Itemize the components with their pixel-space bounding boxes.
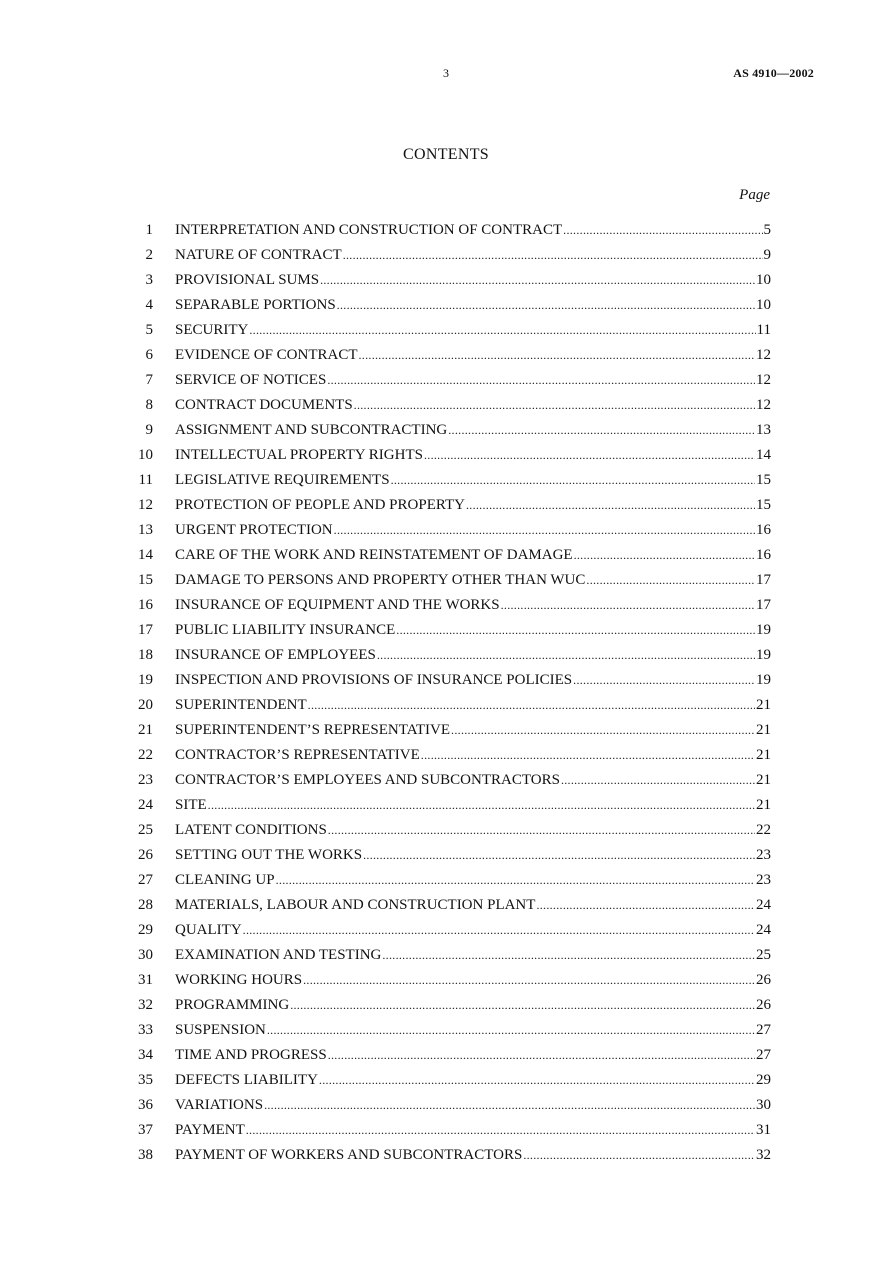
page-number: 3 [443, 66, 449, 80]
toc-page-number: 16 [756, 522, 771, 538]
toc-clause-title: DEFECTS LIABILITY [175, 1072, 318, 1088]
toc-clause-number: 35 [138, 1072, 153, 1088]
dot-leader [586, 568, 755, 593]
toc-page-number: 10 [756, 297, 771, 313]
toc-clause-title: ASSIGNMENT AND SUBCONTRACTING [175, 422, 448, 438]
toc-entry-line [175, 968, 771, 993]
toc-clause-title: PUBLIC LIABILITY INSURANCE [175, 622, 396, 638]
toc-clause-number: 17 [138, 622, 153, 638]
toc-clause-title: SETTING OUT THE WORKS [175, 847, 363, 863]
toc-clause-number: 3 [145, 272, 153, 288]
toc-clause-number: 37 [138, 1122, 153, 1138]
toc-entry-line [175, 1093, 771, 1118]
toc-page-number: 21 [756, 772, 771, 788]
dot-leader [276, 868, 755, 893]
dot-leader [574, 543, 755, 568]
toc-clause-number: 5 [145, 322, 153, 338]
table-of-contents [0, 218, 892, 1168]
toc-page-number: 12 [756, 372, 771, 388]
toc-clause-number: 8 [145, 397, 153, 413]
toc-page-number: 22 [756, 822, 771, 838]
toc-clause-number: 28 [138, 897, 153, 913]
toc-page-number: 5 [763, 222, 771, 238]
dot-leader [337, 293, 755, 318]
toc-entry-line [175, 1018, 771, 1043]
dot-leader [523, 1143, 755, 1168]
toc-entry[interactable] [0, 468, 892, 493]
toc-clause-number: 20 [138, 697, 153, 713]
toc-entry[interactable] [0, 993, 892, 1018]
toc-entry-line [175, 693, 771, 718]
toc-entry-line [175, 668, 771, 693]
toc-clause-title: INSURANCE OF EQUIPMENT AND THE WORKS [175, 597, 500, 613]
page-column-label: Page [739, 187, 770, 203]
dot-leader [327, 368, 755, 393]
toc-entry[interactable] [0, 518, 892, 543]
toc-entry-line [175, 793, 771, 818]
toc-entry[interactable] [0, 718, 892, 743]
toc-page-number: 19 [756, 647, 771, 663]
dot-leader [243, 918, 755, 943]
toc-clause-title: INSPECTION AND PROVISIONS OF INSURANCE POLICIES [175, 672, 573, 688]
toc-page-number: 24 [756, 922, 771, 938]
toc-clause-title: QUALITY [175, 922, 242, 938]
toc-entry[interactable] [0, 893, 892, 918]
toc-page-number: 23 [756, 872, 771, 888]
toc-entry[interactable] [0, 743, 892, 768]
toc-entry-line [175, 743, 771, 768]
dot-leader [391, 468, 755, 493]
toc-entry-line [175, 368, 771, 393]
dot-leader [451, 718, 755, 743]
toc-entry-line [175, 343, 771, 368]
toc-entry-line [175, 993, 771, 1018]
dot-leader [573, 668, 755, 693]
toc-clause-title: EVIDENCE OF CONTRACT [175, 347, 358, 363]
dot-leader [343, 243, 763, 268]
toc-clause-number: 29 [138, 922, 153, 938]
document-id: AS 4910—2002 [733, 66, 814, 80]
toc-clause-title: SEPARABLE PORTIONS [175, 297, 336, 313]
dot-leader [249, 318, 755, 343]
toc-entry-line [175, 493, 771, 518]
toc-page-number: 25 [756, 947, 771, 963]
toc-clause-title: EXAMINATION AND TESTING [175, 947, 382, 963]
toc-page-number: 19 [756, 672, 771, 688]
toc-clause-number: 26 [138, 847, 153, 863]
dot-leader [267, 1018, 755, 1043]
dot-leader [208, 793, 755, 818]
toc-clause-number: 24 [138, 797, 153, 813]
toc-entry-line [175, 943, 771, 968]
toc-entry[interactable] [0, 1018, 892, 1043]
toc-page-number: 19 [756, 622, 771, 638]
dot-leader [334, 518, 755, 543]
toc-entry-line [175, 293, 771, 318]
dot-leader [246, 1118, 755, 1143]
toc-clause-title: PROVISIONAL SUMS [175, 272, 320, 288]
toc-clause-number: 11 [138, 472, 153, 488]
toc-clause-title: LEGISLATIVE REQUIREMENTS [175, 472, 390, 488]
toc-page-number: 29 [756, 1072, 771, 1088]
dot-leader [561, 768, 755, 793]
toc-entry[interactable] [0, 318, 892, 343]
toc-entry-line [175, 868, 771, 893]
toc-page-number: 21 [756, 722, 771, 738]
toc-clause-title: SERVICE OF NOTICES [175, 372, 327, 388]
dot-leader [363, 843, 755, 868]
toc-clause-number: 12 [138, 497, 153, 513]
toc-clause-number: 10 [138, 447, 153, 463]
toc-clause-title: LATENT CONDITIONS [175, 822, 327, 838]
dot-leader [501, 593, 755, 618]
toc-entry-line [175, 443, 771, 468]
toc-clause-number: 32 [138, 997, 153, 1013]
toc-clause-title: PROTECTION OF PEOPLE AND PROPERTY [175, 497, 465, 513]
toc-clause-title: PROGRAMMING [175, 997, 290, 1013]
toc-clause-title: PAYMENT OF WORKERS AND SUBCONTRACTORS [175, 1147, 523, 1163]
toc-clause-title: MATERIALS, LABOUR AND CONSTRUCTION PLANT [175, 897, 536, 913]
toc-page-number: 21 [756, 797, 771, 813]
toc-entry[interactable] [0, 1043, 892, 1068]
toc-clause-title: NATURE OF CONTRACT [175, 247, 342, 263]
toc-clause-title: VARIATIONS [175, 1097, 264, 1113]
toc-entry-line [175, 268, 771, 293]
toc-entry-line [175, 843, 771, 868]
toc-clause-number: 9 [145, 422, 153, 438]
toc-clause-title: WORKING HOURS [175, 972, 303, 988]
toc-entry[interactable] [0, 818, 892, 843]
toc-entry-line [175, 243, 771, 268]
dot-leader [424, 443, 755, 468]
toc-entry[interactable] [0, 393, 892, 418]
toc-page-number: 12 [756, 397, 771, 413]
dot-leader [563, 218, 762, 243]
toc-clause-number: 7 [145, 372, 153, 388]
dot-leader [328, 818, 755, 843]
toc-page-number: 24 [756, 897, 771, 913]
toc-entry[interactable] [0, 418, 892, 443]
toc-page-number: 15 [756, 497, 771, 513]
toc-clause-title: TIME AND PROGRESS [175, 1047, 327, 1063]
toc-entry-line [175, 543, 771, 568]
toc-entry-line [175, 418, 771, 443]
dot-leader [382, 943, 755, 968]
toc-clause-number: 38 [138, 1147, 153, 1163]
toc-clause-number: 4 [145, 297, 153, 313]
toc-clause-number: 16 [138, 597, 153, 613]
toc-page-number: 17 [756, 572, 771, 588]
dot-leader [536, 893, 755, 918]
toc-entry[interactable] [0, 643, 892, 668]
toc-clause-number: 25 [138, 822, 153, 838]
toc-entry-line [175, 918, 771, 943]
toc-page-number: 27 [756, 1022, 771, 1038]
toc-entry[interactable] [0, 618, 892, 643]
toc-page-number: 26 [756, 997, 771, 1013]
toc-page-number: 11 [756, 322, 771, 338]
toc-entry[interactable] [0, 1143, 892, 1168]
toc-clause-number: 15 [138, 572, 153, 588]
toc-clause-title: CLEANING UP [175, 872, 275, 888]
toc-entry-line [175, 218, 771, 243]
toc-entry[interactable] [0, 793, 892, 818]
toc-clause-title: DAMAGE TO PERSONS AND PROPERTY OTHER THAN WUC [175, 572, 586, 588]
toc-clause-title: URGENT PROTECTION [175, 522, 333, 538]
toc-entry-line [175, 768, 771, 793]
dot-leader [354, 393, 755, 418]
toc-entry[interactable] [0, 918, 892, 943]
toc-clause-number: 1 [145, 222, 153, 238]
dot-leader [328, 1043, 755, 1068]
toc-clause-number: 6 [145, 347, 153, 363]
toc-clause-title: INTELLECTUAL PROPERTY RIGHTS [175, 447, 423, 463]
toc-clause-number: 30 [138, 947, 153, 963]
dot-leader [308, 693, 755, 718]
toc-entry[interactable] [0, 268, 892, 293]
toc-entry[interactable] [0, 868, 892, 893]
toc-clause-number: 14 [138, 547, 153, 563]
toc-page-number: 30 [756, 1097, 771, 1113]
toc-entry[interactable] [0, 243, 892, 268]
toc-entry-line [175, 1043, 771, 1068]
toc-entry[interactable] [0, 493, 892, 518]
toc-entry[interactable] [0, 368, 892, 393]
toc-entry-line [175, 893, 771, 918]
dot-leader [377, 643, 755, 668]
toc-entry-line [175, 468, 771, 493]
toc-entry[interactable] [0, 968, 892, 993]
toc-entry[interactable] [0, 943, 892, 968]
toc-entry[interactable] [0, 593, 892, 618]
toc-entry[interactable] [0, 218, 892, 243]
toc-clause-title: CONTRACTOR’S REPRESENTATIVE [175, 747, 420, 763]
toc-page-number: 14 [756, 447, 771, 463]
toc-entry[interactable] [0, 693, 892, 718]
dot-leader [290, 993, 755, 1018]
dot-leader [396, 618, 755, 643]
toc-entry-line [175, 318, 771, 343]
toc-clause-title: SITE [175, 797, 207, 813]
toc-entry-line [175, 393, 771, 418]
toc-page-number: 10 [756, 272, 771, 288]
dot-leader [421, 743, 755, 768]
toc-clause-number: 33 [138, 1022, 153, 1038]
toc-entry-line [175, 1118, 771, 1143]
toc-entry[interactable] [0, 668, 892, 693]
toc-page-number: 15 [756, 472, 771, 488]
toc-clause-title: CARE OF THE WORK AND REINSTATEMENT OF DAMAGE [175, 547, 573, 563]
toc-clause-number: 2 [145, 247, 153, 263]
dot-leader [320, 268, 755, 293]
toc-entry-line [175, 818, 771, 843]
toc-entry[interactable] [0, 568, 892, 593]
toc-entry[interactable] [0, 543, 892, 568]
contents-heading: CONTENTS [403, 146, 489, 163]
toc-clause-number: 19 [138, 672, 153, 688]
toc-clause-title: SUPERINTENDENT [175, 697, 307, 713]
toc-page-number: 17 [756, 597, 771, 613]
toc-clause-title: CONTRACT DOCUMENTS [175, 397, 353, 413]
dot-leader [448, 418, 755, 443]
toc-page-number: 12 [756, 347, 771, 363]
toc-clause-number: 21 [138, 722, 153, 738]
toc-entry[interactable] [0, 343, 892, 368]
dot-leader [466, 493, 755, 518]
toc-clause-title: INSURANCE OF EMPLOYEES [175, 647, 376, 663]
dot-leader [319, 1068, 755, 1093]
toc-page-number: 21 [756, 697, 771, 713]
toc-entry-line [175, 618, 771, 643]
toc-clause-title: SECURITY [175, 322, 249, 338]
toc-clause-title: SUSPENSION [175, 1022, 266, 1038]
toc-page-number: 23 [756, 847, 771, 863]
toc-page-number: 9 [763, 247, 771, 263]
toc-entry-line [175, 643, 771, 668]
toc-entry[interactable] [0, 768, 892, 793]
toc-clause-number: 27 [138, 872, 153, 888]
toc-page-number: 16 [756, 547, 771, 563]
toc-clause-number: 36 [138, 1097, 153, 1113]
toc-entry-line [175, 568, 771, 593]
toc-clause-number: 18 [138, 647, 153, 663]
toc-clause-number: 22 [138, 747, 153, 763]
toc-entry-line [175, 1143, 771, 1168]
dot-leader [264, 1093, 755, 1118]
toc-entry[interactable] [0, 1068, 892, 1093]
toc-page-number: 32 [756, 1147, 771, 1163]
toc-entry-line [175, 518, 771, 543]
dot-leader [359, 343, 756, 368]
toc-clause-number: 34 [138, 1047, 153, 1063]
toc-entry-line [175, 1068, 771, 1093]
toc-page-number: 31 [756, 1122, 771, 1138]
toc-entry[interactable] [0, 1118, 892, 1143]
toc-entry[interactable] [0, 443, 892, 468]
toc-clause-title: INTERPRETATION AND CONSTRUCTION OF CONTRACT [175, 222, 563, 238]
toc-entry[interactable] [0, 1093, 892, 1118]
toc-entry[interactable] [0, 293, 892, 318]
toc-page-number: 21 [756, 747, 771, 763]
toc-clause-title: SUPERINTENDENT’S REPRESENTATIVE [175, 722, 451, 738]
toc-page-number: 27 [756, 1047, 771, 1063]
toc-clause-number: 23 [138, 772, 153, 788]
toc-clause-title: PAYMENT [175, 1122, 245, 1138]
dot-leader [303, 968, 755, 993]
toc-entry-line [175, 593, 771, 618]
toc-entry[interactable] [0, 843, 892, 868]
toc-clause-number: 13 [138, 522, 153, 538]
toc-entry-line [175, 718, 771, 743]
toc-clause-title: CONTRACTOR’S EMPLOYEES AND SUBCONTRACTORS [175, 772, 560, 788]
toc-page-number: 26 [756, 972, 771, 988]
toc-page-number: 13 [756, 422, 771, 438]
toc-clause-number: 31 [138, 972, 153, 988]
